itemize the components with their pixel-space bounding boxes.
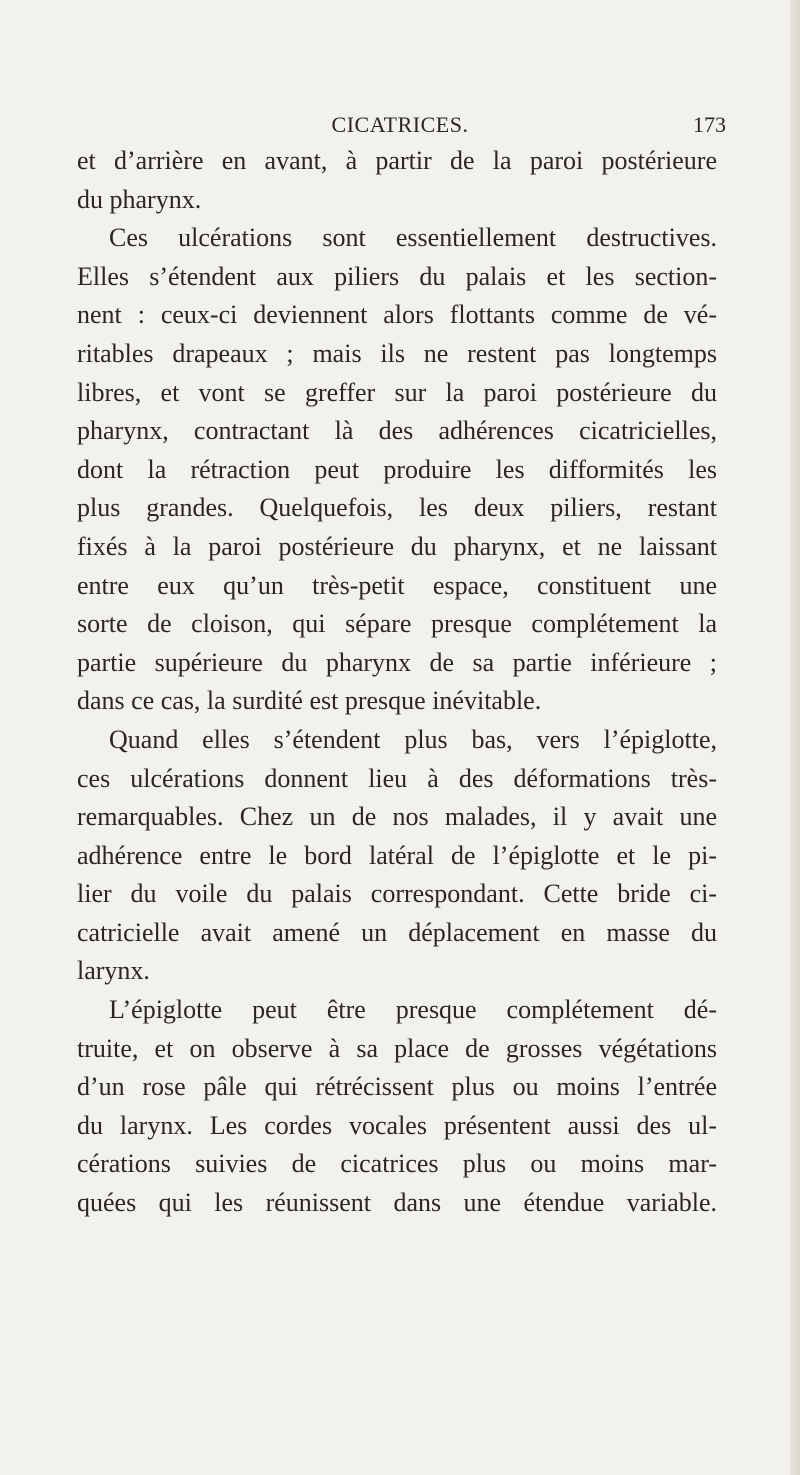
text-line: d’un rose pâle qui rétrécissent plus ou moins l’entrée xyxy=(77,1072,717,1102)
text-line: Quand elles s’étendent plus bas, vers l’épiglotte, xyxy=(109,724,717,754)
page-edge xyxy=(790,0,800,1475)
text-line: cérations suivies de cicatrices plus ou moins mar- xyxy=(77,1149,717,1179)
text-line: catricielle avait amené un déplacement en masse du xyxy=(77,917,717,947)
text-line: fixés à la paroi postérieure du pharynx, et ne laissant xyxy=(77,531,717,561)
page-number: 173 xyxy=(693,112,726,137)
text-line: plus grandes. Quelquefois, les deux piliers, restant xyxy=(77,493,717,523)
text-line: larynx. xyxy=(77,956,150,986)
body-text xyxy=(77,142,717,1223)
text-line: libres, et vont se greffer sur la paroi postérieure du xyxy=(77,377,717,407)
running-head xyxy=(80,112,726,142)
text-line: adhérence entre le bord latéral de l’épiglotte et le pi- xyxy=(77,840,717,870)
text-line: ces ulcérations donnent lieu à des déformations très- xyxy=(77,763,717,793)
text-line: dont la rétraction peut produire les difformités les xyxy=(77,454,717,484)
text-line: du larynx. Les cordes vocales présentent aussi des ul- xyxy=(77,1110,717,1140)
text-line: lier du voile du palais correspondant. Cette bride ci- xyxy=(77,879,717,909)
text-line: sorte de cloison, qui sépare presque complétement la xyxy=(77,609,717,639)
text-line: du pharynx. xyxy=(77,184,202,214)
text-line: dans ce cas, la surdité est presque inévitable. xyxy=(77,686,542,716)
text-line: ritables drapeaux ; mais ils ne restent pas longtemps xyxy=(77,338,717,368)
text-line: Elles s’étendent aux piliers du palais et les section- xyxy=(77,261,717,291)
text-line: partie supérieure du pharynx de sa partie inférieure ; xyxy=(77,647,717,677)
running-title: CICATRICES. xyxy=(331,112,469,137)
text-line: truite, et on observe à sa place de grosses végétations xyxy=(77,1033,717,1063)
text-line: L’épiglotte peut être presque complétement dé- xyxy=(109,995,717,1025)
text-line: entre eux qu’un très-petit espace, constituent une xyxy=(77,570,717,600)
text-line: pharynx, contractant là des adhérences cicatricielles, xyxy=(77,416,717,446)
text-line: quées qui les réunissent dans une étendue variable. xyxy=(77,1188,717,1218)
text-line: remarquables. Chez un de nos malades, il y avait une xyxy=(77,802,717,832)
text-line: et d’arrière en avant, à partir de la paroi postérieure xyxy=(77,146,717,175)
text-line: Ces ulcérations sont essentiellement destructives. xyxy=(109,223,717,253)
text-line: nent : ceux-ci deviennent alors flottants comme de vé- xyxy=(77,300,717,330)
